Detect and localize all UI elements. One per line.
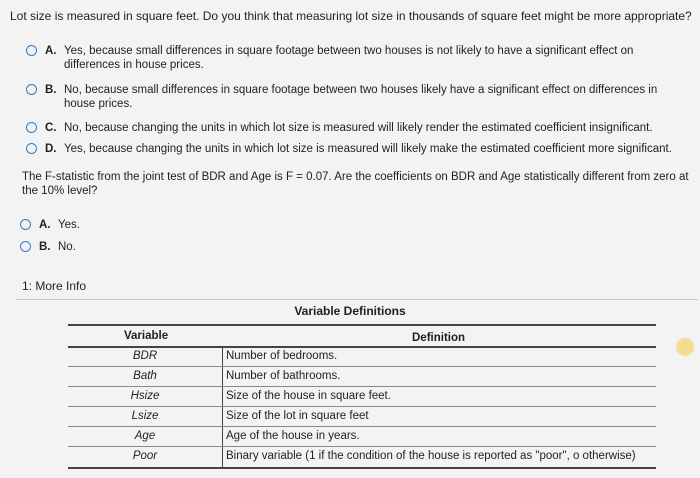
option-letter: A.: [45, 45, 57, 57]
variable-cell: Lsize: [131, 410, 159, 422]
definition-cell: Binary variable (1 if the condition of the house is reported as "poor", o otherwise): [226, 450, 636, 462]
radio-icon[interactable]: [20, 219, 31, 230]
radio-icon[interactable]: [26, 143, 37, 154]
definition-cell: Age of the house in years.: [226, 430, 360, 442]
option-text: Yes.: [58, 219, 80, 231]
option-1-c[interactable]: [26, 121, 696, 135]
row-rule: [68, 366, 656, 367]
radio-icon[interactable]: [26, 84, 37, 95]
option-letter: C.: [45, 122, 57, 134]
column-divider: [222, 346, 223, 468]
table-top-rule: [68, 324, 656, 326]
question-2-text: The F-statistic from the joint test of BDR and Age is F = 0.07. Are the coefficients on BDR and Age statistically different from zero at the 10% level?: [22, 171, 689, 197]
divider: [16, 299, 698, 300]
definition-cell: Number of bathrooms.: [226, 370, 341, 382]
option-2-b[interactable]: [20, 240, 76, 254]
option-1-b[interactable]: [26, 83, 676, 111]
header-rule: [68, 346, 656, 348]
highlight-mark: [676, 338, 694, 356]
option-1-d[interactable]: [26, 142, 696, 156]
option-2-a[interactable]: [20, 218, 80, 232]
table-bottom-rule: [68, 467, 656, 469]
radio-icon[interactable]: [26, 122, 37, 133]
variable-cell: BDR: [132, 350, 158, 362]
option-letter: D.: [45, 143, 57, 155]
header-definition: Definition: [412, 332, 466, 344]
question-1-text: Lot size is measured in square feet. Do you think that measuring lot size in thousands of square feet might be more appropriate?: [10, 9, 692, 23]
row-rule: [68, 386, 656, 387]
radio-icon[interactable]: [26, 45, 37, 56]
definition-cell: Number of bedrooms.: [226, 350, 338, 362]
variable-cell: Bath: [133, 370, 157, 382]
more-info-link[interactable]: 1: More Info: [22, 279, 87, 293]
definition-cell: Size of the house in square feet.: [226, 390, 391, 402]
option-text: No, because changing the units in which lot size is measured will likely render the estimated coefficient insignificant.: [64, 122, 653, 134]
radio-icon[interactable]: [20, 241, 31, 252]
header-variable: Variable: [124, 330, 169, 342]
option-letter: B.: [39, 241, 51, 253]
option-text: Yes, because changing the units in which lot size is measured will likely make the estimated coefficient more significant.: [64, 143, 672, 155]
table-title: Variable Definitions: [294, 304, 406, 318]
variable-cell: Age: [134, 430, 156, 442]
option-text: Yes, because small differences in square footage between two houses is not likely to have a significant effect on differences in house prices.: [64, 45, 634, 71]
variable-cell: Poor: [132, 450, 158, 462]
option-letter: A.: [39, 219, 51, 231]
row-rule: [68, 406, 656, 407]
option-letter: B.: [45, 84, 57, 96]
row-rule: [68, 426, 656, 427]
definition-cell: Size of the lot in square feet: [226, 410, 369, 422]
row-rule: [68, 446, 656, 447]
option-1-a[interactable]: [26, 44, 676, 72]
variable-cell: Hsize: [130, 390, 160, 402]
option-text: No, because small differences in square footage between two houses likely have a significant effect on differences in house prices.: [64, 84, 658, 110]
option-text: No.: [58, 241, 76, 253]
